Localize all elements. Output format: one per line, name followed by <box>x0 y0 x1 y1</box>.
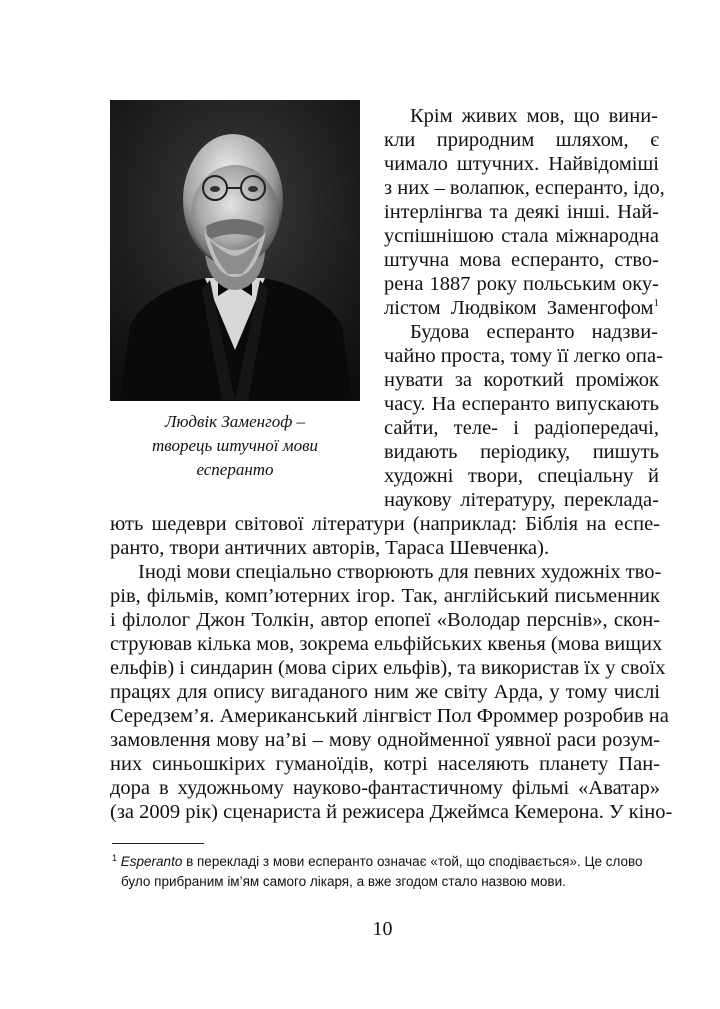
figure-caption <box>110 410 360 482</box>
body-line: кли природним шляхом, є <box>384 129 659 151</box>
body-line: Крім живих мов, що вини- <box>410 105 658 127</box>
body-line: чимало штучних. Найвідоміші <box>384 153 659 175</box>
body-line: струював кілька мов, зокрема ельфійських квенья (мова вищих <box>110 633 663 655</box>
body-line: працях для опису вигаданого ним же світу Арда, у тому числі <box>110 681 660 703</box>
body-line: рів, фільмів, комп’ютерних ігор. Так, англійський письменник <box>110 585 660 607</box>
footnote-separator <box>112 843 204 844</box>
footnote-reference[interactable]: 1 <box>653 297 659 309</box>
body-line: рена 1887 року польським оку- <box>384 273 659 295</box>
body-line: ють шедеври світової літератури (наприклад: Біблія на еспе- <box>110 513 660 535</box>
body-line: художні твори, спеціальну й <box>384 465 659 487</box>
caption-line: есперанто <box>196 460 274 479</box>
body-line: (за 2009 рік) сценариста й режисера Джеймса Кемерона. У кіно- <box>110 801 673 823</box>
footnote-line: було прибраним ім’ям самого лікаря, а вже згодом стало назвою мови. <box>121 874 566 889</box>
caption-line: творець штучної мови <box>152 436 318 455</box>
body-line-with-footnote-ref <box>384 296 659 320</box>
footnote-marker: 1 <box>112 853 118 863</box>
body-line: чайно проста, тому її легко опа- <box>384 345 663 367</box>
body-line: ельфів) і синдарин (мова сірих ельфів), та використав їх у своїх <box>110 657 666 679</box>
body-line: дора в художньому науково-фантастичному фільмі «Аватар» <box>110 777 660 799</box>
body-line: сайти, теле- і радіопередачі, <box>384 417 659 439</box>
body-line: замовлення мову на’ві – мову однойменної уявної раси розум- <box>110 729 660 751</box>
body-line: часу. На есперанто випускають <box>384 393 659 415</box>
body-line: Іноді мови спеціально створюють для певних художніх тво- <box>138 561 662 583</box>
body-line: штучна мова есперанто, ство- <box>384 249 659 271</box>
body-line: і філолог Джон Толкін, автор епопеї «Володар перснів», скон- <box>110 609 660 631</box>
body-line: нувати за короткий проміжок <box>384 369 659 391</box>
body-line-text: лістом Людвіком Заменгофом <box>384 297 654 319</box>
body-line: наукову літературу, переклада- <box>384 489 659 511</box>
portrait-photo <box>110 100 360 401</box>
page-number: 10 <box>372 918 393 940</box>
body-line: Будова есперанто надзви- <box>410 321 658 343</box>
caption-line: Людвік Заменгоф – <box>164 412 306 431</box>
footnote-text: в перекладі з мови есперанто означає «той, що сподівається». Це слово <box>182 854 643 869</box>
body-line: успішнішою стала міжнародна <box>384 225 659 247</box>
footnote-term: Esperanto <box>120 854 183 869</box>
body-line: видають періодику, пишуть <box>384 441 659 463</box>
portrait-image <box>110 100 360 401</box>
body-line: Середзем’я. Американський лінгвіст Пол Фроммер розробив на <box>110 705 669 727</box>
body-line: них синьошкірих гуманоїдів, котрі населяють планету Пан- <box>110 753 660 775</box>
footnote-line <box>112 852 672 872</box>
body-line: ранто, твори античних авторів, Тараса Шевченка). <box>110 537 550 559</box>
body-line: з них – волапюк, есперанто, ідо, <box>384 177 665 199</box>
body-line: інтерлінгва та деякі інші. Най- <box>384 201 659 223</box>
